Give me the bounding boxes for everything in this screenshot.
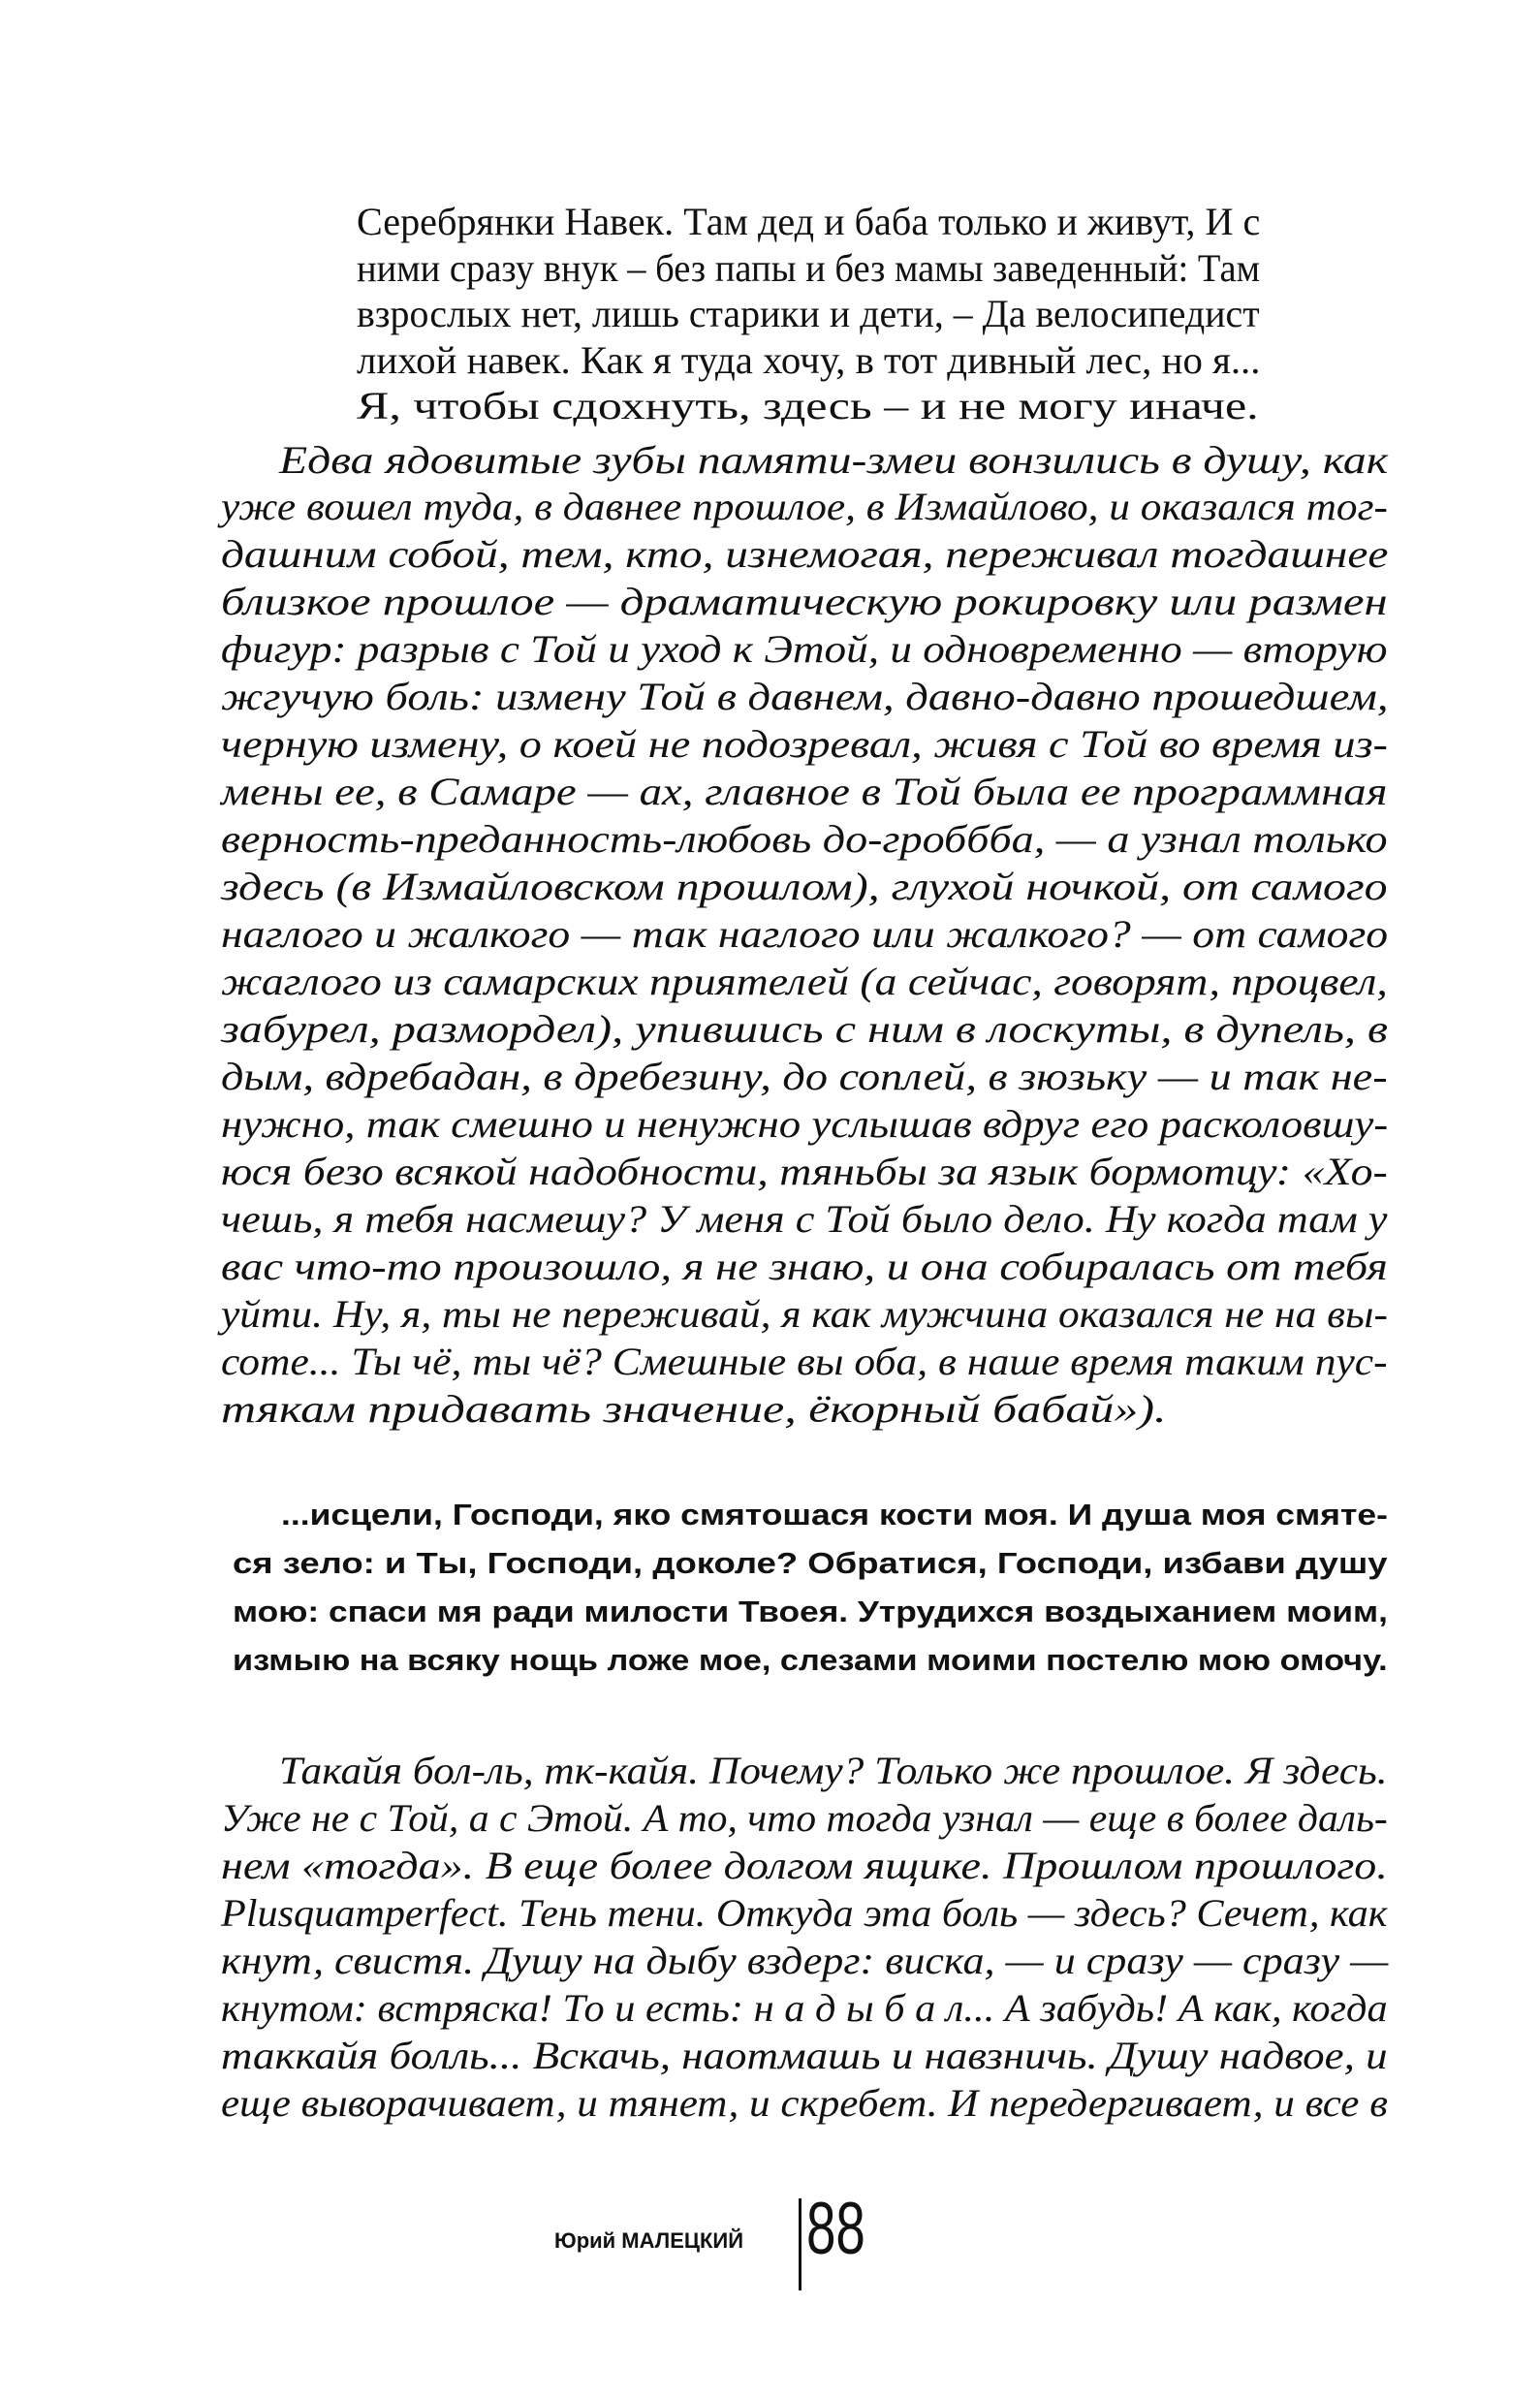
text-line: юся безо всякой надобности, тяньбы за язык бормотцу: «Хо- bbox=[221, 1150, 1388, 1193]
text-line: нем «тогда». В еще более долгом ящике. Прошлом прошлого. bbox=[221, 1844, 1388, 1887]
text-line: фигур: разрыв с Той и уход к Этой, и одновременно — вторую bbox=[221, 627, 1388, 671]
text-line: мены ее, в Самаре — ах, главное в Той была ее программная bbox=[221, 770, 1388, 813]
text-line: наглого и жалкого — так наглого или жалкого? — от самого bbox=[221, 912, 1389, 956]
text-line: дым, вдребадан, в дребезину, до соплей, в зюзьку — и так не- bbox=[221, 1055, 1388, 1098]
text-line: таккайя болль... Вскачь, наотмашь и навзничь. Душу надвое, и bbox=[221, 2034, 1388, 2077]
text-line: кнут, свистя. Душу на дыбу вздерг: виска, — и сразу — сразу — bbox=[221, 1939, 1389, 1982]
text-line: верность-преданность-любовь до-гроббба, — а узнал только bbox=[221, 817, 1388, 861]
poem-line: ними сразу внук – без папы и без мамы заведенный: Там bbox=[357, 246, 1261, 290]
poem-line: Серебрянки Навек. Там дед и баба только и живут, И с bbox=[357, 200, 1261, 243]
poem-line: лихой навек. Как я туда хочу, в тот дивный лес, но я... bbox=[357, 338, 1261, 382]
quote-line: ся зело: и Ты, Господи, доколе? Обратися, Господи, избави душу bbox=[233, 1546, 1388, 1580]
text-line: здесь (в Измайловском прошлом), глухой ночкой, от самого bbox=[221, 865, 1388, 908]
text-line: тякам придавать значение, ёкорный бабай»). bbox=[221, 1387, 1167, 1431]
text-line: чешь, я тебя насмешу? У меня с Той было дело. Ну когда там у bbox=[221, 1197, 1388, 1241]
text-line: еще выворачивает, и тянет, и скребет. И передергивает, и все в bbox=[221, 2081, 1388, 2125]
text-line: уйти. Ну, я, ты не переживай, я как мужчина оказался не на вы- bbox=[221, 1292, 1388, 1336]
text-line: соте... Ты чё, ты чё? Смешные вы оба, в наше время таким пус- bbox=[221, 1340, 1388, 1383]
text-line: черную измену, о коей не подозревал, живя с Той во время из- bbox=[221, 722, 1388, 766]
quote-line: измыю на всяку нощь ложе мое, слезами моими постелю мою омочу. bbox=[233, 1643, 1388, 1677]
quote-line: мою: спаси мя ради милости Твоея. Утрудихся воздыханием моим, bbox=[233, 1595, 1389, 1628]
footer-divider bbox=[799, 2198, 801, 2290]
quote-line: ...исцели, Господи, яко смятошася кости моя. И душа моя смяте- bbox=[281, 1498, 1388, 1532]
text-line: уже вошел туда, в давнее прошлое, в Измайлово, и оказался тог- bbox=[221, 485, 1388, 528]
text-line: близкое прошлое — драматическую рокировку или размен bbox=[221, 580, 1388, 623]
text-line: Едва ядовитые зубы памяти-змеи вонзились в душу, как bbox=[279, 438, 1389, 482]
page-number: 88 bbox=[806, 2188, 865, 2270]
text-line: жгучую боль: измену Той в давнем, давно-давно прошедшем, bbox=[221, 675, 1389, 718]
text-line: Plusquamperfect. Тень тени. Откуда эта боль — здесь? Сечет, как bbox=[221, 1891, 1388, 1935]
text-line: Такайя бол-ль, тк-кайя. Почему? Только же прошлое. Я здесь. bbox=[279, 1749, 1388, 1792]
text-line: дашним собой, тем, кто, изнемогая, переживал тогдашнее bbox=[221, 532, 1389, 576]
poem-line: взрослых нет, лишь старики и дети, – Да велосипедист bbox=[357, 292, 1260, 335]
text-line: жаглого из самарских приятелей (а сейчас, говорят, процвел, bbox=[221, 960, 1388, 1003]
text-line: нужно, так смешно и ненужно услышав вдруг его расколовшу- bbox=[221, 1102, 1389, 1146]
text-line: забурел, размордел), упившись с ним в лоскуты, в дупель, в bbox=[221, 1007, 1388, 1051]
text-line: вас что-то произошло, я не знаю, и она собиралась от тебя bbox=[221, 1245, 1388, 1288]
text-line: кнутом: встряска! То и есть: н а д ы б а л... А забудь! А как, когда bbox=[221, 1986, 1388, 2030]
poem-line: Я, чтобы сдохнуть, здесь – и не могу иначе. bbox=[357, 384, 1259, 427]
text-line: Уже не с Той, а с Этой. А то, что тогда узнал — еще в более даль- bbox=[221, 1796, 1388, 1840]
author-name: Юрий МАЛЕЦКИЙ bbox=[554, 2228, 744, 2253]
